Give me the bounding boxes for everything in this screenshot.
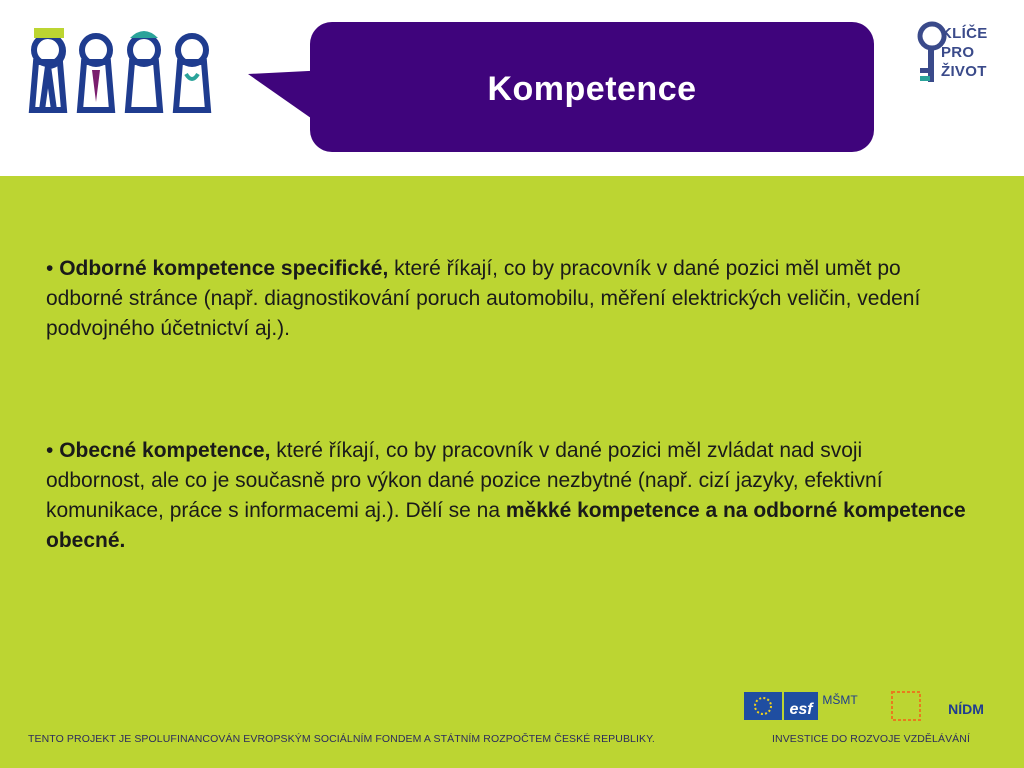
paragraph-specific-competences (46, 254, 966, 344)
brand-line-3: ŽIVOT (941, 63, 987, 80)
definition-general: které říkají, co by pracovník v dané pozici měl zvládat nad svoji odbornost, ale co je současně pro výkon dané pozice nezbytné (např. cizí jazyky, efektivní komunikace, práce s informacemi aj.). Dělí se na (46, 439, 883, 522)
footer-investment-text: INVESTICE DO ROZVOJE VZDĚLÁVÁNÍ (772, 733, 970, 745)
footer-funding-text: TENTO PROJEKT JE SPOLUFINANCOVÁN EVROPSKÝM SOCIÁLNÍM FONDEM A STÁTNÍM ROZPOČTEM ČESKÉ REPUBLIKY. (28, 733, 655, 745)
title-banner (310, 22, 874, 152)
term-general: Obecné kompetence, (59, 439, 271, 462)
op-logo (892, 692, 920, 720)
page-title: Kompetence (487, 70, 697, 108)
term-soft-and-general: měkké kompetence a na odborné kompetence obecné. (46, 499, 966, 552)
bullet: • (46, 257, 60, 280)
msmt-logo (822, 692, 858, 707)
brand-text (941, 24, 988, 81)
header (0, 0, 1024, 176)
svg-text:NÍDM: NÍDM (948, 701, 984, 717)
bullet: • (46, 439, 60, 462)
esf-logo (784, 692, 818, 720)
svg-text:esf: esf (789, 701, 813, 718)
partner-logos (744, 688, 998, 728)
brand-line-2: PRO (941, 44, 975, 61)
paragraph-general-competences (46, 436, 966, 556)
eu-flag-icon (744, 692, 782, 720)
nidm-logo (948, 701, 984, 717)
svg-text:MŠMT: MŠMT (822, 693, 858, 707)
term-specific: Odborné kompetence specifické, (59, 257, 389, 280)
keyholes-logo-icon (26, 22, 226, 118)
brand-line-1: KLÍČE (941, 25, 988, 42)
definition-specific: které říkají, co by pracovník v dané pozici měl umět po odborné stránce (např. diagnostikování poruch automobilu, měření elektrických veličin, vedení podvojného účetnictví aj.). (46, 257, 921, 340)
content-area (0, 176, 1024, 768)
